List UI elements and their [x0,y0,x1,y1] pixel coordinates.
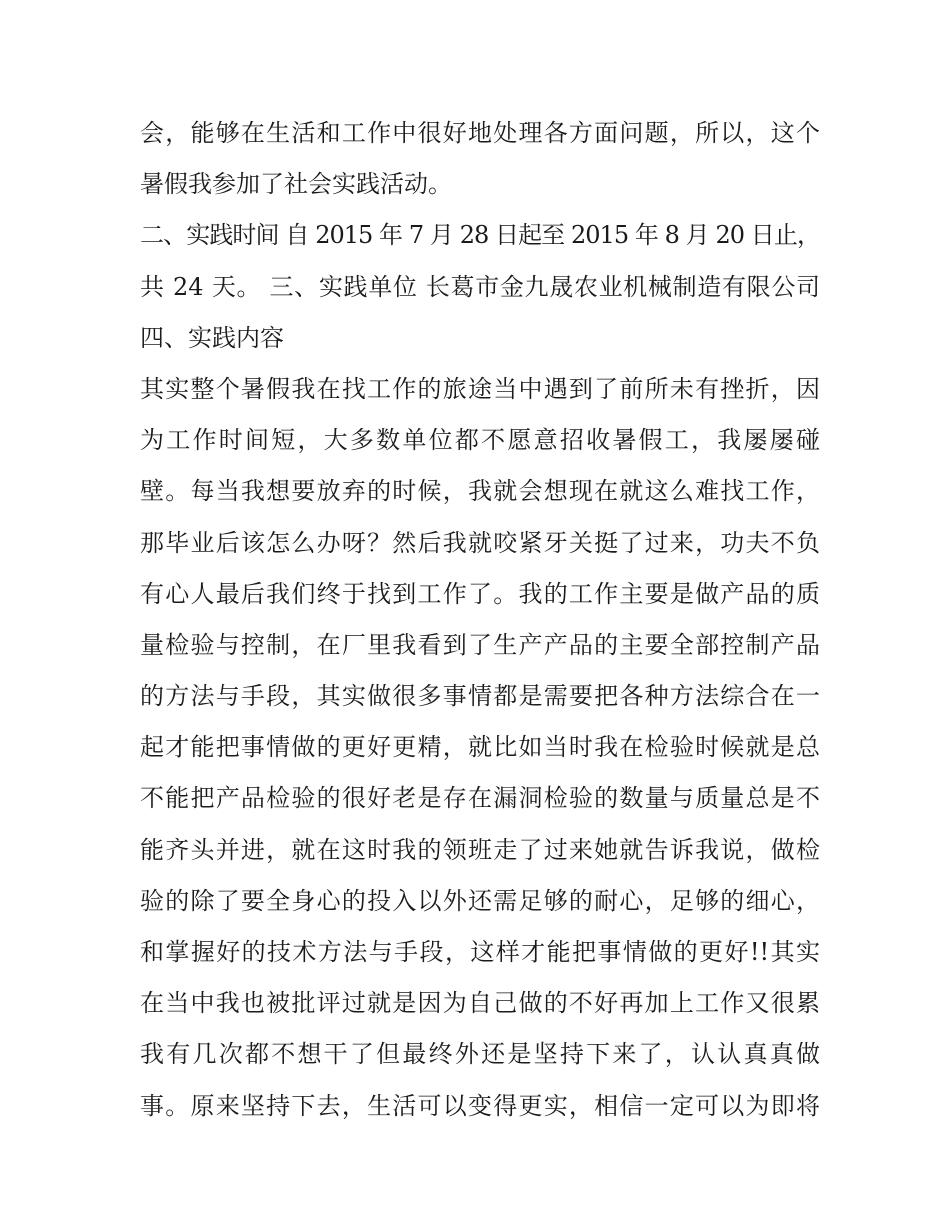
text-line: 不能把产品检验的很好老是存在漏洞检验的数量与质量总是不 [140,784,820,813]
text-line: 其实整个暑假我在找工作的旅途当中遇到了前所未有挫折，因 [140,374,820,403]
text-line: 二、实践时间 自 2015 年 7 月 28 日起至 2015 年 8 月 20 日止， [140,221,820,250]
text-line: 事。原来坚持下去，生活可以变得更实，相信一定可以为即将 [140,1091,820,1120]
text-line: 在当中我也被批评过就是因为自己做的不好再加上工作又很累 [140,989,820,1018]
text-line: 起才能把事情做的更好更精，就比如当时我在检验时候就是总 [140,733,820,762]
text-line: 那毕业后该怎么办呀？然后我就咬紧牙关挺了过来，功夫不负 [140,528,820,557]
section-heading: 四、实践内容 [140,323,284,352]
text-line: 验的除了要全身心的投入以外还需足够的耐心，足够的细心， [140,886,820,915]
body-text [140,108,820,1132]
text-line: 暑假我参加了社会实践活动。 [140,170,452,199]
text-line: 会，能够在生活和工作中很好地处理各方面问题，所以，这个 [140,119,820,147]
text-line: 和掌握好的技术方法与手段，这样才能把事情做的更好!!其实 [140,938,820,966]
text-line: 的方法与手段，其实做很多事情都是需要把各种方法综合在一 [140,682,820,711]
text-line: 能齐头并进，就在这时我的领班走了过来她就告诉我说，做检 [140,835,820,864]
text-line: 量检验与控制，在厂里我看到了生产产品的主要全部控制产品 [140,630,820,659]
text-line: 壁。每当我想要放弃的时候，我就会想现在就这么难找工作， [140,477,820,506]
text-line: 有心人最后我们终于找到工作了。我的工作主要是做产品的质 [140,579,820,608]
text-line: 为工作时间短，大多数单位都不愿意招收暑假工，我屡屡碰 [140,426,820,455]
text-line: 我有几次都不想干了但最终外还是坚持下来了，认认真真做 [140,1040,820,1069]
text-line: 共 24 天。 三、实践单位 长葛市金九晟农业机械制造有限公司 [140,272,820,301]
